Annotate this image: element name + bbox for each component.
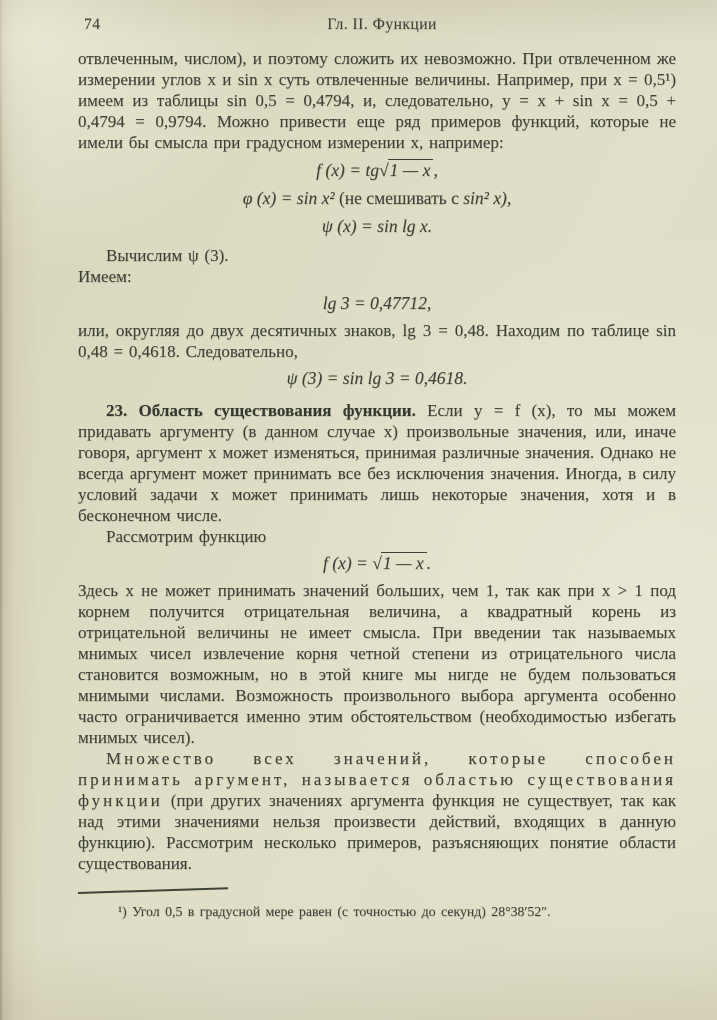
formula-f-tg-radicand: 1 — x (388, 159, 434, 180)
example-formulas (78, 159, 676, 238)
paragraph-domain-definition (78, 748, 676, 874)
footnote-area (78, 892, 676, 921)
formula-psi: ψ (x) = sin lg x. (321, 216, 433, 236)
formula-phi (78, 187, 676, 210)
definition-rest-text: (при других значениях аргумента функция не существует, так как над этими значениями нельзя произвести действий, входящих в данную функцию). Рассмотрим несколько примеров, разъясняющих понятие области существования. (78, 791, 676, 873)
paragraph-have: Имеем: (78, 267, 132, 286)
formula-lg3: lg 3 = 0,47712, (322, 293, 432, 313)
formula-phi-note: (не смешивать с (334, 188, 464, 208)
formula-f-sqrt-pre: f (x) = (322, 553, 373, 573)
section-23-body: Если y = f (x), то мы можем придавать аргументу (в данном случае x) произвольные значения, или, иначе говоря, аргумент x может изменяться, принимая различные значения. Однако не всегда аргумент может принимать все без исключения значения. Иногда, в силу условий задачи x может принимать лишь некоторые значения, хотя и в бесконечном числе. (78, 401, 676, 525)
formula-f-tg-post: , (433, 160, 438, 180)
formula-f-tg (78, 159, 676, 182)
formula-f-sqrt-radicand: 1 — x (381, 552, 427, 573)
formula-f-sqrt-post: . (426, 553, 432, 573)
formula-phi-math1: φ (x) = sin x² (242, 188, 335, 208)
page-number: 74 (84, 16, 101, 33)
paragraph-rounding: или, округляя до двух десятичных знаков, lg 3 = 0,48. Находим по таблице sin 0,48 = 0,4618. Следовательно, (78, 321, 676, 361)
chapter-running-title: Гл. II. Функции (327, 16, 437, 33)
paragraph-consider-function: Рассмотрим функцию (106, 527, 267, 546)
paragraph-section-23 (78, 400, 676, 526)
text-block (78, 16, 676, 874)
formula-f-sqrt (78, 552, 676, 575)
footnote-text: ¹) Угол 0,5 в градусной мере равен (с точностью до секунд) 28°38′52″. (118, 904, 551, 919)
footnote-separator-rule (78, 887, 228, 894)
paragraph-domain-explanation: Здесь x не может принимать значений больших, чем 1, так как при x > 1 под корнем получится отрицательная величина, а квадратный корень из отрицательной величины не имеет смысла. При введении так называемых мнимых чисел извлечение корня четной степени из отрицательного числа становится возможным, но в этой книге мы нигде не будем пользоваться мнимыми числами. Возможность произвольного выбора аргумента особенно часто ограничивается именно этим обстоятельством (необходимостью избегать мнимых чисел). (78, 581, 676, 747)
formula-f-tg-pre: f (x) = tg (316, 160, 380, 180)
formula-phi-math2: sin² x), (463, 188, 512, 208)
radical-sign: √ (379, 160, 389, 180)
paragraph-compute-psi: Вычислим ψ (3). (106, 246, 229, 265)
definition-emphasized-text: Множество всех значений, которые способен принимать аргумент, называется областью существования функции (78, 749, 676, 810)
formula-psi3-result: ψ (3) = sin lg 3 = 0,4618. (286, 368, 468, 388)
section-23-heading: 23. Область существования функции. (106, 401, 416, 420)
paragraph-abstract-numbers: отвлеченным, числом), и поэтому сложить их невозможно. При отвлеченном же измерении углов x и sin x суть отвлеченные величины. Например, при x = 0,5¹) имеем из таблицы sin 0,5 = 0,4794, и, следовательно, y = x + sin x = 0,5 + 0,4794 = 0,9794. Можно привести еще ряд примеров функций, которые не имели бы смысла при градусном измерении x, например: (78, 49, 676, 152)
radical-sign: √ (372, 553, 382, 573)
running-head (78, 16, 676, 34)
